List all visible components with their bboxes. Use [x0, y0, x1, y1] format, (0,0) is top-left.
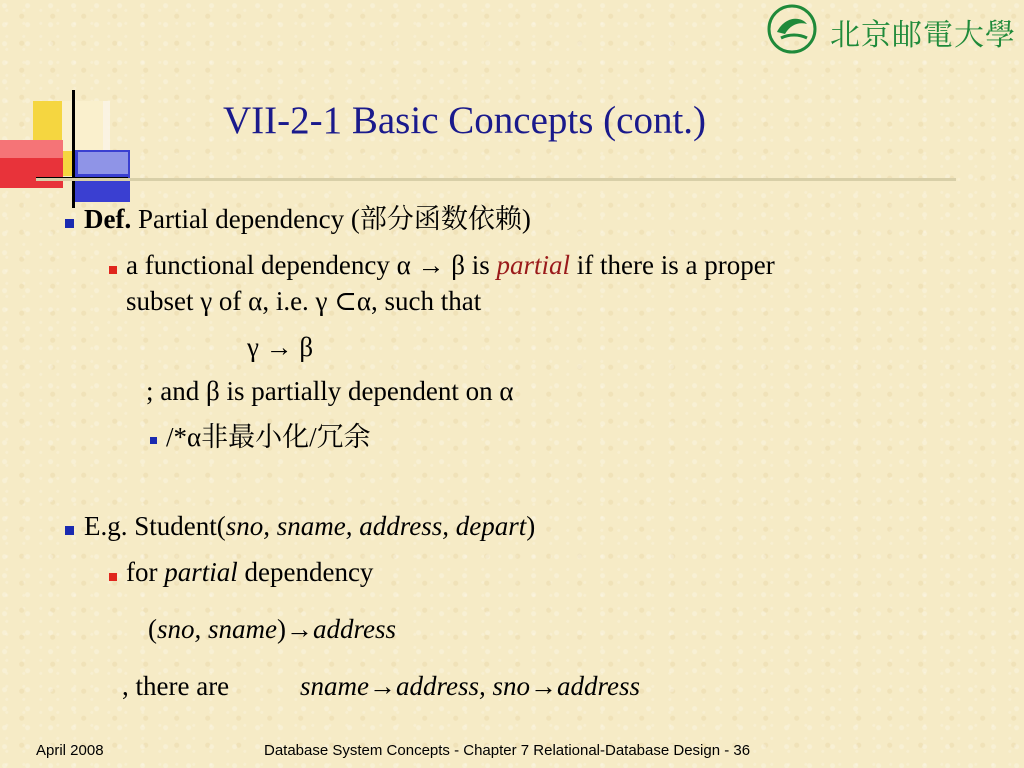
eg-sub-a: for — [126, 557, 165, 587]
def-line4: ; and β is partially dependent on α — [146, 376, 514, 406]
eg-last-b — [300, 670, 640, 702]
eg-formula-d: address — [313, 614, 397, 644]
eg-sub-partial: partial — [164, 557, 238, 587]
def-line — [84, 203, 531, 235]
def-sub1-line2: subset γ of α, i.e. γ ⊂α, such that — [126, 286, 482, 316]
eg-c: ) — [526, 511, 536, 541]
def-label: Def. — [84, 204, 132, 234]
slide-title: VII-2-1 Basic Concepts (cont.) — [223, 99, 707, 142]
eg-last-formula: sname→address, sno→address — [300, 671, 641, 701]
def-sub1-a: a functional dependency α → β is — [126, 250, 497, 280]
def-sub1-c: if there is a proper — [570, 250, 775, 280]
eg-formula — [148, 613, 396, 645]
def-text: Partial dependency (部分函数依赖) — [131, 204, 531, 234]
eg-sub-c: dependency — [237, 557, 374, 587]
eg-a: E.g. Student( — [84, 511, 226, 541]
bullet-def-sub1 — [109, 266, 117, 274]
eg-last-a: , there are — [122, 671, 230, 701]
eg-formula-a: ( — [148, 614, 157, 644]
vertical-rule — [72, 90, 75, 208]
def-sub2: /*α非最小化/冗余 — [166, 422, 371, 452]
title-underline — [36, 178, 956, 181]
eg-formula-c: )→ — [277, 614, 313, 644]
def-sub1-partial: partial — [496, 250, 571, 280]
eg-line — [84, 510, 535, 542]
logo-text: 北京邮電大學 — [830, 18, 1016, 53]
bullet-eg-sub — [109, 573, 117, 581]
bupt-logo-icon — [767, 4, 817, 54]
eg-formula-b: sno, sname — [157, 614, 277, 644]
bullet-eg — [65, 526, 74, 535]
bullet-def — [65, 219, 74, 228]
bullet-def-sub2 — [150, 437, 157, 444]
footer-course: Database System Concepts - Chapter 7 Relational-Database Design - 36 — [264, 742, 751, 759]
def-formula: γ → β — [247, 332, 314, 362]
eg-attrs: sno, sname, address, depart — [225, 511, 527, 541]
eg-sub-line — [126, 556, 373, 588]
footer-date: April 2008 — [36, 742, 104, 759]
def-sub1-line1 — [126, 249, 775, 281]
blue-highlight — [78, 152, 128, 174]
light-block — [62, 101, 110, 151]
red-highlight — [0, 140, 63, 158]
